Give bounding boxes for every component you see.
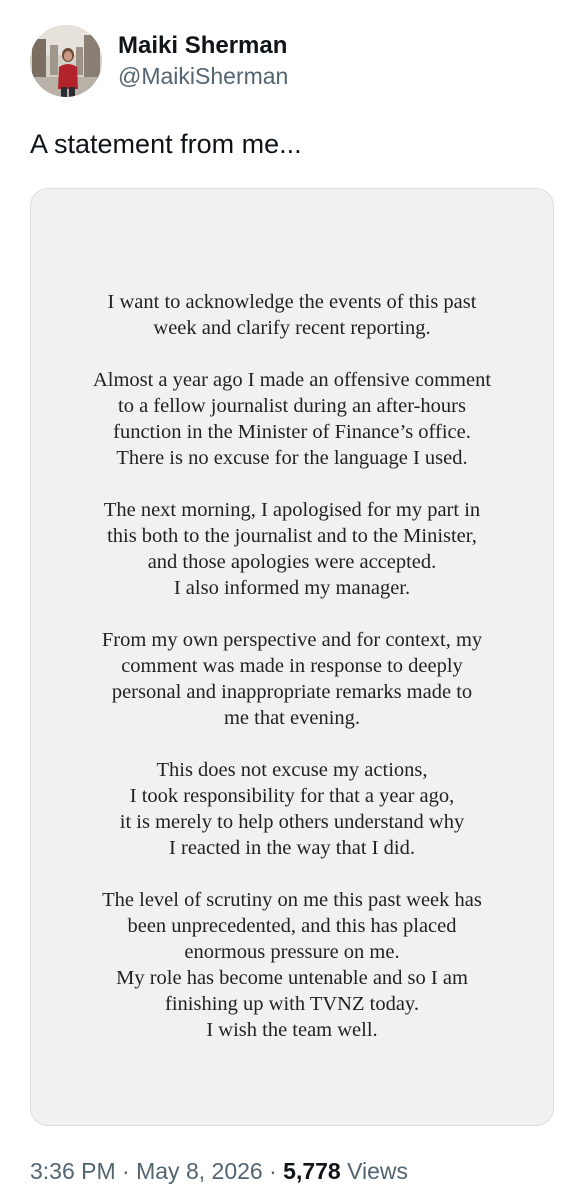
statement-line: The level of scrutiny on me this past week has [102, 889, 482, 911]
statement-line: I reacted in the way that I did. [169, 837, 415, 859]
tweet-meta [30, 1156, 408, 1186]
statement-line: My role has become untenable and so I am [116, 967, 468, 989]
statement-paragraph [31, 497, 553, 601]
views-label: Views [347, 1158, 409, 1184]
statement-line: I want to acknowledge the events of this past [107, 291, 477, 313]
meta-separator: · [269, 1158, 277, 1184]
display-name[interactable]: Maiki Sherman [118, 32, 288, 59]
statement-line: to a fellow journalist during an after-hours [118, 395, 466, 417]
statement-line: and those apologies were accepted. [147, 551, 437, 573]
statement-paragraph [31, 757, 553, 861]
statement-line: From my own perspective and for context, my [101, 629, 483, 651]
statement-line: I wish the team well. [206, 1019, 378, 1041]
statement-line: I took responsibility for that a year ago, [129, 785, 455, 807]
statement-line: week and clarify recent reporting. [153, 317, 431, 339]
statement-line: personal and inappropriate remarks made to [111, 681, 473, 703]
meta-separator: · [122, 1158, 130, 1184]
views-count: 5,778 [283, 1158, 341, 1184]
author-names [118, 31, 288, 91]
statement-line: Almost a year ago I made an offensive comment [92, 369, 492, 391]
statement-line: I also informed my manager. [173, 577, 411, 599]
user-handle[interactable]: @MaikiSherman [118, 63, 289, 89]
statement-line: it is merely to help others understand why [119, 811, 465, 833]
statement-line: finishing up with TVNZ today. [165, 993, 419, 1015]
avatar[interactable] [30, 25, 102, 97]
statement-paragraph [31, 627, 553, 731]
statement-paragraph [31, 887, 553, 1043]
statement-paragraph [31, 289, 553, 341]
statement-line: this both to the journalist and to the Minister, [107, 525, 477, 547]
statement-line: comment was made in response to deeply [121, 655, 463, 677]
statement-text [31, 289, 553, 1069]
statement-line: The next morning, I apologised for my part in [103, 499, 481, 521]
statement-line: been unprecedented, and this has placed [127, 915, 457, 937]
statement-line: This does not excuse my actions, [156, 759, 428, 781]
avatar-photo-icon [30, 25, 102, 97]
statement-line: function in the Minister of Finance’s office. [113, 421, 471, 443]
statement-line: me that evening. [223, 707, 361, 729]
statement-line: There is no excuse for the language I used. [116, 447, 468, 469]
post-time[interactable]: 3:36 PM [30, 1158, 116, 1184]
statement-line: enormous pressure on me. [184, 941, 400, 963]
statement-paragraph [31, 367, 553, 471]
statement-image[interactable] [30, 188, 554, 1126]
tweet-header [30, 25, 288, 97]
tweet-text: A statement from me... [30, 129, 302, 159]
post-date[interactable]: May 8, 2026 [136, 1158, 263, 1184]
